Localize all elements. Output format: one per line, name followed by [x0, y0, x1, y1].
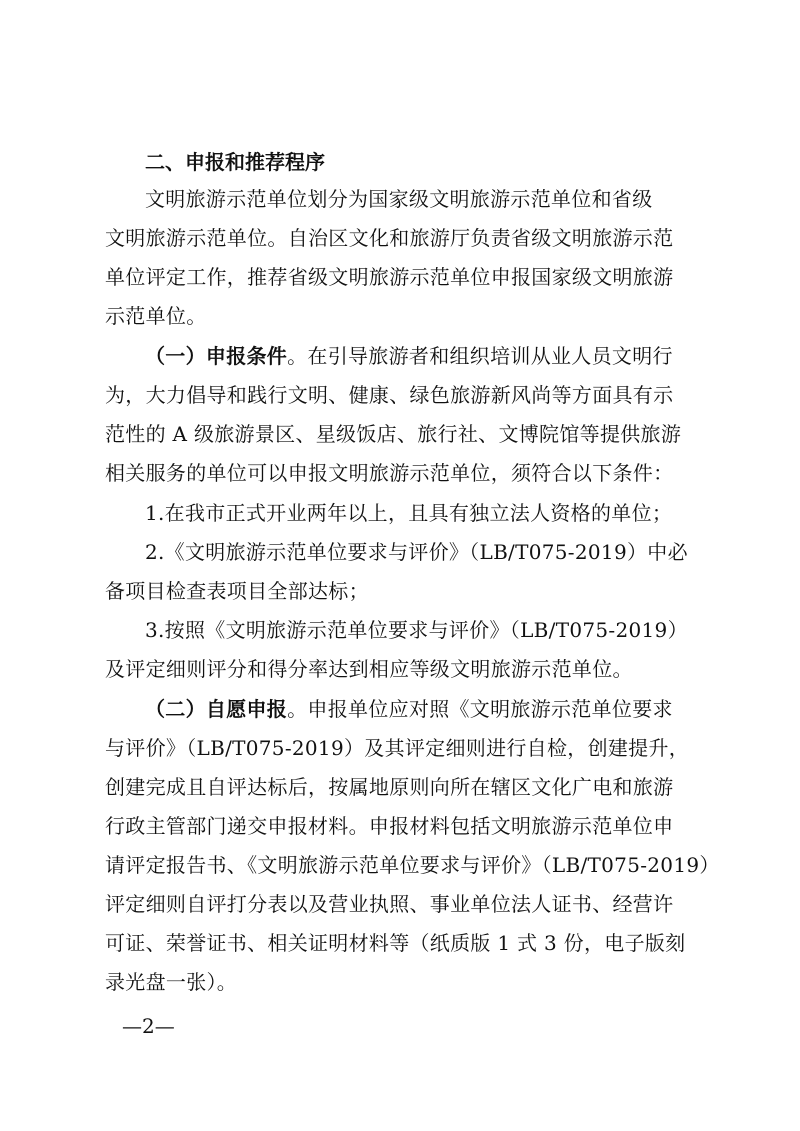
s1-item-3: 3.按照《文明旅游示范单位要求与评价》（LB/T075-2019）	[145, 618, 688, 642]
s1-label: （一）申报条件	[145, 344, 288, 368]
s1-line-1	[145, 340, 673, 372]
p1-line-3: 单位评定工作，推荐省级文明旅游示范单位申报国家级文明旅游	[105, 265, 674, 289]
s2-line-7: 可证、荣誉证书、相关证明材料等（纸质版 1 式 3 份，电子版刻	[105, 931, 686, 955]
s2-line-2: 与评价》（LB/T075-2019）及其评定细则进行自检，创建提升，	[105, 736, 690, 760]
s1-item-2-cont: 备项目检查表项目全部达标；	[105, 579, 369, 603]
s1-item-3-cont: 及评定细则评分和得分率达到相应等级文明旅游示范单位。	[105, 657, 633, 681]
s2-line-5: 请评定报告书、《文明旅游示范单位要求与评价》（LB/T075-2019）	[105, 853, 720, 877]
p1-line-2: 文明旅游示范单位。自治区文化和旅游厅负责省级文明旅游示范	[105, 226, 674, 250]
s1-line-4: 相关服务的单位可以申报文明旅游示范单位，须符合以下条件：	[105, 461, 674, 485]
s1-item-1: 1.在我市正式开业两年以上，且具有独立法人资格的单位；	[145, 501, 673, 525]
s2-line-6: 评定细则自评打分表以及营业执照、事业单位法人证书、经营许	[105, 892, 674, 916]
s1-line-2: 为，大力倡导和践行文明、健康、绿色旅游新风尚等方面具有示	[105, 383, 674, 407]
page-number: —2—	[122, 1014, 175, 1038]
p1-line-4: 示范单位。	[105, 304, 207, 328]
s2-label: （二）自愿申报	[145, 697, 288, 721]
s2-line-1-text: 。申报单位应对照《文明旅游示范单位要求	[287, 697, 673, 721]
s2-line-1	[145, 693, 673, 725]
s2-line-4: 行政主管部门递交申报材料。申报材料包括文明旅游示范单位申	[105, 814, 674, 838]
s2-line-3: 创建完成且自评达标后，按属地原则向所在辖区文化广电和旅游	[105, 775, 674, 799]
s1-item-2: 2.《文明旅游示范单位要求与评价》（LB/T075-2019）中必	[145, 540, 688, 564]
s2-line-8: 录光盘一张）。	[105, 970, 238, 994]
p1-line-1: 文明旅游示范单位划分为国家级文明旅游示范单位和省级	[145, 187, 653, 211]
s1-line-1-text: 。在引导旅游者和组织培训从业人员文明行	[287, 344, 673, 368]
section-heading: 二、申报和推荐程序	[145, 150, 325, 174]
s1-line-3: 范性的 A 级旅游景区、星级饭店、旅行社、文博院馆等提供旅游	[105, 422, 682, 446]
